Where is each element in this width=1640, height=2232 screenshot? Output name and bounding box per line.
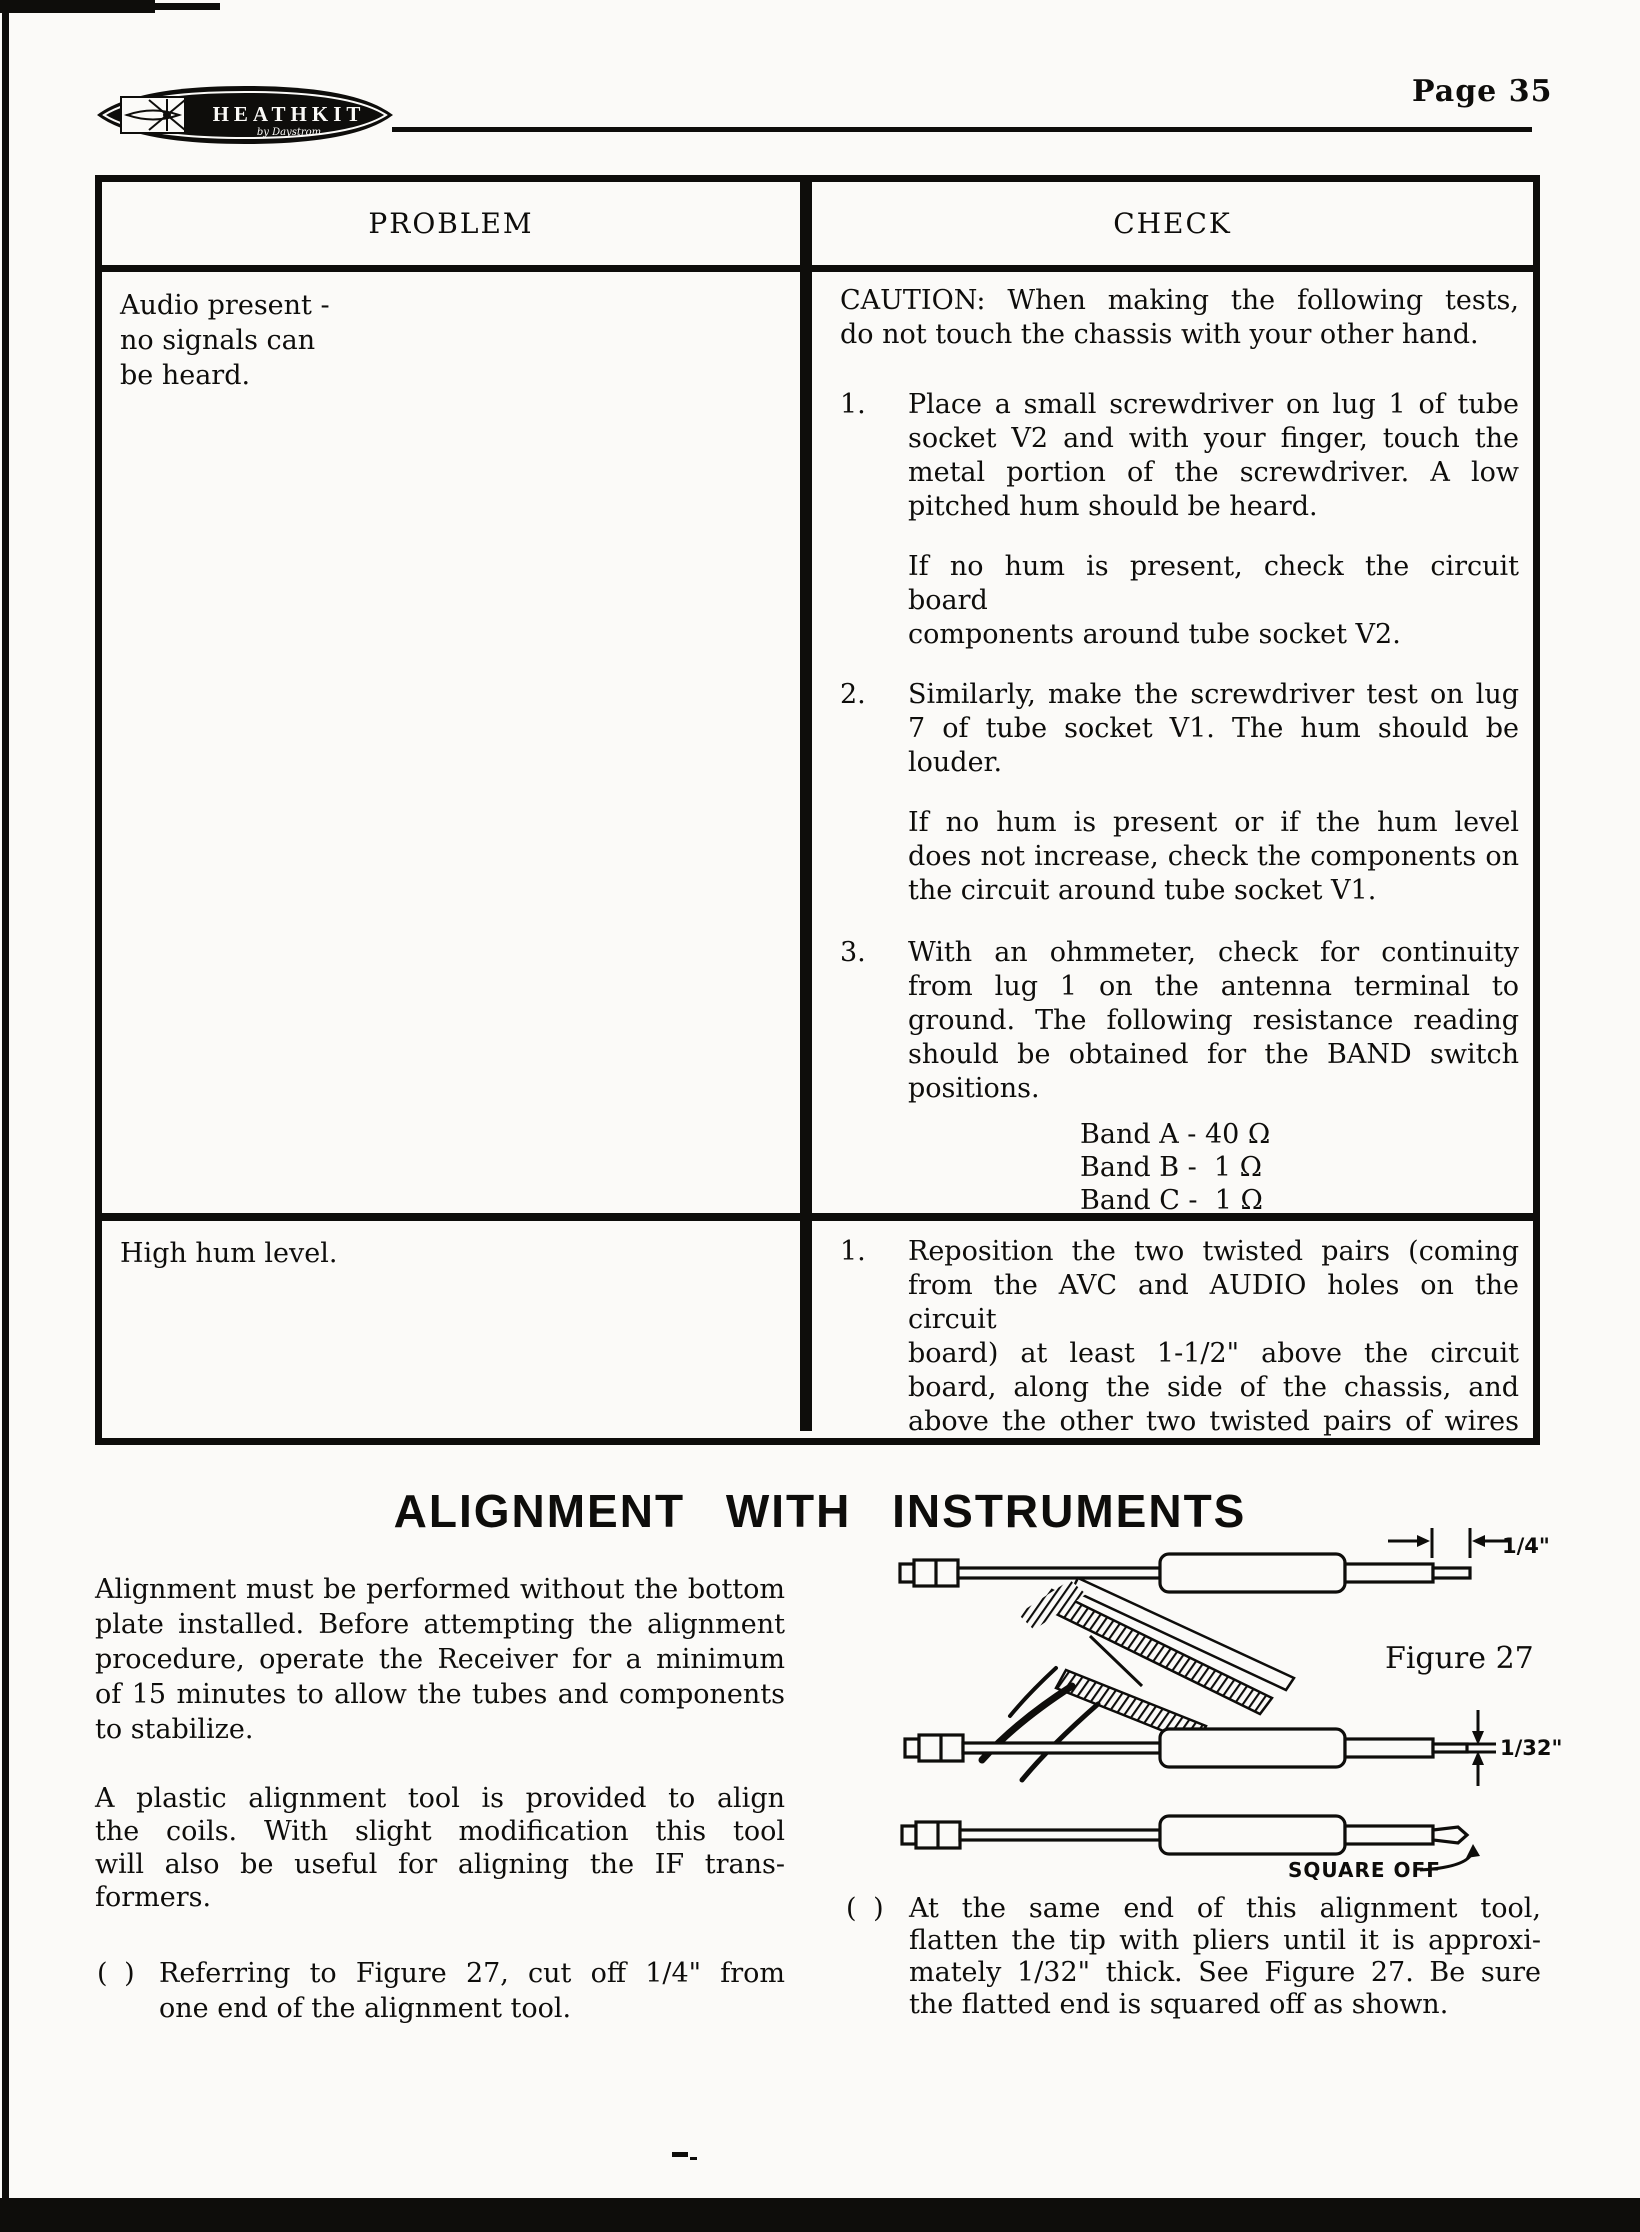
item-number: 1. — [840, 389, 866, 420]
bottom-scan-bar — [0, 2198, 1640, 2232]
scan-artifact-top — [0, 0, 155, 13]
figure-label: Figure 27 — [1385, 1641, 1534, 1676]
alignment-step-1 — [97, 1956, 785, 2026]
step-text: Referring to Figure 27, cut off 1/4" from one end of the alignment tool. — [159, 1958, 785, 2024]
check-cell-hum — [812, 1221, 1533, 1438]
dim-label-quarter-inch: 1/4" — [1502, 1534, 1550, 1558]
heathkit-logo — [95, 84, 395, 146]
item-number: 2. — [840, 679, 866, 710]
check-item-hum-1 — [840, 1235, 1519, 1438]
page-number: Page 35 — [1412, 74, 1553, 109]
item-2-followup: If no hum is present or if the hum level does not increase, check the components on the circuit around tube socket V1. — [908, 807, 1519, 906]
band-resistance-list: Band A - 40 Ω Band B - 1 Ω Band C - 1 Ω — [1080, 1119, 1271, 1213]
problem-cell-audio: Audio present - no signals can be heard. — [120, 290, 330, 391]
item-1-followup: If no hum is present, check the circuit board components around tube socket V2. — [908, 551, 1519, 650]
item-number: 3. — [840, 937, 866, 968]
item-text: Place a small screwdriver on lug 1 of tube socket V2 and with your finger, touch the metal portion of the screwdriver. A low pitched hum should be heard. — [908, 389, 1519, 522]
item-text: Similarly, make the screwdriver test on lug 7 of tube socket V1. The hum should be louder. — [908, 679, 1519, 778]
alignment-para-2: A plastic alignment tool is provided to align the coils. With slight modification this tool will also be useful for aligning the IF trans- formers. — [95, 1783, 785, 1913]
check-item-3 — [840, 936, 1519, 1106]
scan-dash — [672, 2152, 688, 2157]
alignment-para-1: Alignment must be performed without the bottom plate installed. Before attempting the alignment procedure, operate the Receiver for a minimum of 15 minutes to allow the tubes and components to stabilize. — [95, 1574, 785, 1745]
alignment-tool-drawing-2 — [905, 1729, 1467, 1767]
check-cell-audio — [812, 272, 1533, 1213]
item-number: 1. — [840, 1236, 866, 1267]
header-rule — [392, 127, 1532, 132]
alignment-tool-drawing-1 — [900, 1554, 1470, 1592]
column-header-check: CHECK — [1113, 207, 1232, 240]
logo-brand-text: HEATHKIT — [212, 102, 366, 126]
step-text: At the same end of this alignment tool, flatten the tip with pliers until it is approxi- mately 1/32" thick. See Figure 27. Be sure the flatted end is squared off as shown. — [909, 1893, 1541, 2020]
caution-note: CAUTION: When making the following tests, do not touch the chassis with your other hand. — [840, 285, 1519, 350]
section-title: ALIGNMENT WITH INSTRUMENTS — [393, 1485, 1247, 1537]
square-off-label: SQUARE OFF — [1288, 1858, 1441, 1882]
table-header-separator — [102, 265, 1533, 272]
dim-label-thirty-second-inch: 1/32" — [1500, 1736, 1563, 1760]
item-text: Reposition the two twisted pairs (coming from the AVC and AUDIO holes on the circuit board) at least 1-1/2" above the circuit board, along the side of the chassis, and above the other two twisted pairs of wires — [908, 1236, 1519, 1437]
check-item-1 — [840, 388, 1519, 524]
checkbox-prefix: ( ) — [846, 1893, 888, 1924]
quarter-inch-dimension — [1388, 1528, 1508, 1558]
troubleshooting-table — [95, 175, 1540, 1445]
scan-dash-2 — [690, 2157, 697, 2160]
problem-cell-hum: High hum level. — [120, 1238, 338, 1269]
table-column-divider — [800, 182, 812, 1431]
checkbox-prefix: ( ) — [97, 1958, 139, 1989]
alignment-tool-drawing-3 — [902, 1816, 1467, 1854]
scan-edge-left — [2, 8, 9, 2198]
check-item-2 — [840, 678, 1519, 780]
logo-tagline: by Daystrom — [256, 127, 322, 138]
table-row-separator — [102, 1213, 1533, 1221]
scan-artifact-top-2 — [155, 3, 220, 10]
column-header-problem: PROBLEM — [368, 207, 534, 240]
item-text: With an ohmmeter, check for continuity from lug 1 on the antenna terminal to ground. The following resistance reading should be obtained for the BAND switch positions. — [908, 937, 1519, 1104]
